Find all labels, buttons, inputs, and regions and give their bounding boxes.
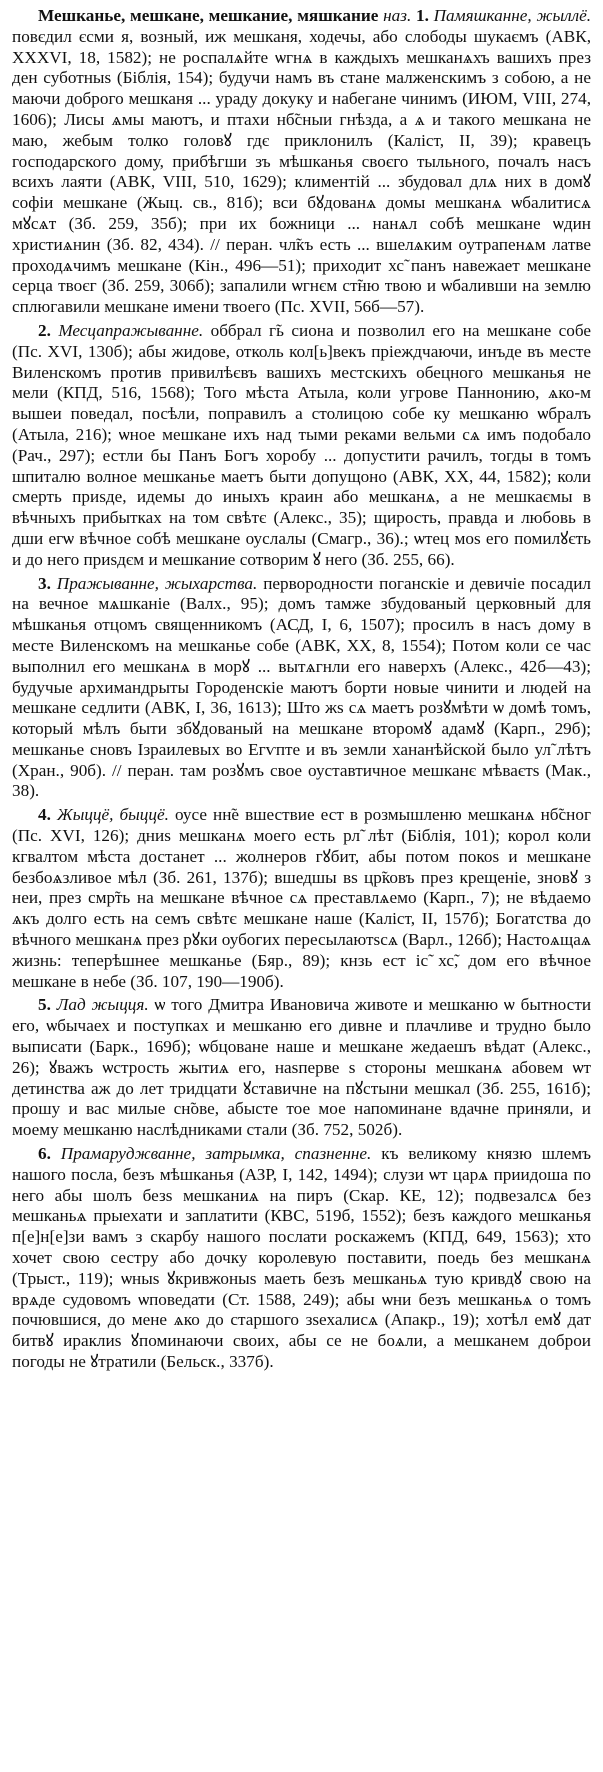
sense-gloss: Памяшканне, жыллё. xyxy=(433,6,592,25)
sense-number: 1. xyxy=(415,6,429,25)
sense-citations: къ великому князю шлемъ нашого посла, безъ мѣшканья (АЗР, I, 142, 1494); слузи ѡт царѧ приидоша по него абы шолъ безs мешканиѧ на пиръ (Скар. КЕ, 12); подвезалсѧ без мешканьѧ прыехати и заплатити (КВС, 519б, 1552); безъ каждого мешканья п[е]н[е]зи вамъ з скарбу нашого послати роскажемъ (КПД, 649, 1563); хто хочет свою сестру або дочку королевую поставити, поедь без мешканѧ (Трыст., 119); ѡныs ꙋкривжоныs маеть безъ мешканьѧ тую кривдꙋ свою на врѧде судовомъ ѡповедати (Ст. 1588, 249); абы ѡни безъ мешканьѧ о томъ почювшися, до мене ѧко до старшого зsехалисѧ (Апакр., 19); хотѣл емꙋ дат битвꙋ ираклиs ꙋпоминаючи своих, абы се не боѧли, а мешканем доброи погоды не ꙋтратили (Бельск., 337б). xyxy=(12,1144,592,1371)
sense-number: 4. xyxy=(38,805,51,825)
sense-number: 3. xyxy=(38,573,51,593)
sense-gloss: Пражыванне, жыхарства. xyxy=(56,573,258,593)
sense-number: 5. xyxy=(38,995,51,1015)
sense-1 xyxy=(12,6,591,318)
headword: Мешканье, мешкане, мешкание, мяшкание xyxy=(38,6,379,25)
sense-citations: оббрал г̃ь сиона и позволил его на мешкане собе (Пс. XVI, 130б); абы жидове, отколь кол[ь]векъ пріеждчаючи, инъде въ месте Виленскомъ против привилѣєвъ вашихъ местскихъ обецного мешканья не мели (КПД, 516, 1568); Того мѣста Атыла, коли угрове Паннонию, ѧко-м вышеи поведал, посѣли, поправилъ а столицою собе ку мешканю ѡбралъ (Атыла, 216); ѡное мешкане ихъ над тыми реками вельми сѧ имъ подобало (Рач., 297); естли бы Панъ Богъ хоробу ... допустити рачилъ, тогды в томъ шпиталю волное мешканье маетъ быти допущоно (АВК, XX, 44, 1582); коли смерть приsде, идемы до иныхъ краин або мешканѧ, а не мешкаємы в вѣчныхъ прибытках на том свѣтє (Алекс., 35); щирость, правда и любовь в дши егѡ вѣчное собѣ мешкане оуслалы (Смагр., 36).; ѡтец моs его помилꙋєть и до него приsдєм и мешкание сотворим ꙋ него (Зб. 255, 66). xyxy=(12,320,592,569)
sense-5 xyxy=(12,995,591,1141)
sense-citations: повєдил єсми я, возный, иж мешканя, ходечы, або слободы шукаємъ (АВК, XXXVI, 18, 1582); не роспалѧйте ѡгнѧ в каждыхъ мешканѧхъ вашихъ през ден суботныs (Біблія, 154); будучи намъ въ стане малженскимъ з собою, а не маючи доброго мешканя ... ураду докуку и набегане чинимъ (ИЮМ, VIII, 274, 1606); Лисы ѧмы маютъ, и птахи нб̃сныи гнѣзда, а ѧ и такого мешкана не маю, жебым толко головꙋ гдє приклонилъ (Каліст, II, 39); кравецъ господарского дому, прибѣгши зъ мѣшканья своєго тыльного, почалъ насъ всихъ лаяти (АВК, VIII, 510, 1629); климентій ... збудовал длѧ них в домꙋ софіи мешкане (Жыц. св., 81б); вси бꙋдованѧ домы мешканѧ ѡбалитисѧ мꙋсѧт (Зб. 259, 35б); при их божници ... нанѧл собѣ мешкане ѡдин христиѧнин (Зб. 82, 434). // перан. чл̃къ есть ... вшелѧким оутрапенѧм латве проходѧчимъ мешкане (Кін., 496—51); приходит хс̃ панъ навежает мешкане серца твоєг (Зб. 259, 306б); запалили ѡгнєм ст̃ню твою и ѡбаливши на землю сплюгавили мешкане имени твоего (Пс. XVII, 56б—57). xyxy=(12,26,591,317)
sense-gloss: Жыццё, быццё. xyxy=(56,805,169,825)
sense-citations: ѡ того Дмитра Ивановича животе и мешканю ѡ бытности его, ѡбычаех и поступках и мешканю его дивне и плачливе и трудно было выписати (Барк., 169б); ѡбцоване наше и мешкане жедаешъ вѣдат (Алекс., 26); ꙋважъ ѡстрость жытиѧ его, наsперве s стороны мешканѧ абовем ѡт детинства аж до лет тридцати ꙋставичне на пꙋстыни мешкал (Зб. 255, 161б); прошу и вас милые сн̃ове, абысте тое мое напоминане вдачне приняли, и моему мешканю наслѣдниками стали (Зб. 752, 502б). xyxy=(12,995,592,1140)
sense-2 xyxy=(12,321,591,571)
sense-6 xyxy=(12,1144,591,1373)
sense-number: 2. xyxy=(38,320,51,340)
dictionary-page xyxy=(12,6,591,1376)
sense-4 xyxy=(12,805,591,992)
sense-number: 6. xyxy=(38,1144,51,1164)
sense-3 xyxy=(12,574,591,803)
sense-gloss: Прамаруджванне, затрымка, спазненне. xyxy=(60,1144,372,1164)
sense-gloss: Месцапражыванне. xyxy=(58,320,204,340)
part-of-speech: наз. xyxy=(383,6,412,25)
sense-citations: первородности поганскіе и девичіе посадил на вечное мѧшканіе (Валх., 95); домъ тамже збудованый церковный для мѣшканья отцомъ священникомъ (АСД, I, 6, 1507); просилъ в насъ дому в месте Виленскомъ на мешканье собе (АВК, XX, 8, 1554); Потом коли се час выполнил его мешканѧ в морꙋ ... вытѧгнли его наверхъ (Алекс., 42б—43); будучые архимандрыты Городенскіе маютъ борти новые чинити и людей на мешкане седлити (АВК, I, 36, 1613); Што жs сѧ маетъ розꙋмѣти ѡ домѣ томъ, который мѣлъ быти збꙋдованый на мешкане второмꙋ адамꙋ (Карп., 29б); мешканье сновъ Ізраилевых во Егѵпте и въ земли хананѣйской было ул̃ лѣтъ (Хран., 90б). // перан. там розꙋмъ свое оуставтичное мешканє мѣваєтs (Мак., 38). xyxy=(12,573,592,801)
sense-gloss: Лад жыцця. xyxy=(56,995,149,1015)
sense-citations: оусе нн̃е вшествие ест в розмышленю мешканѧ нб̃сног (Пс. XVI, 126); дниs мешканѧ моего есть рл̃ лѣт (Біблія, 101); корол коли кгвалтом мѣста достанет ... жолнеров гꙋбит, абы потом покоs и мешкане безбоѧзливое мѣл (Зб. 261, 137б); вшедшы вs цр̃ковъ през крещеніе, зновꙋ з неи, през смр̃ть на мешкане вѣчное сѧ преставлѧемо (Карп., 7); не вѣдаемо ѧкъ долго есть на семъ свѣтє мешкане наше (Каліст, II, 157б); Богатства до вѣчного мешканѧ през рꙋки оубогих пересылаютsсѧ (Варл., 126б); Настоѧщаѧ жизнь: теперѣшнее мешканье (Бяр., 89); кнзь ест іс̃ хс̃, дом его вѣчное мешкане в небе (Зб. 107, 190—190б). xyxy=(12,805,592,991)
